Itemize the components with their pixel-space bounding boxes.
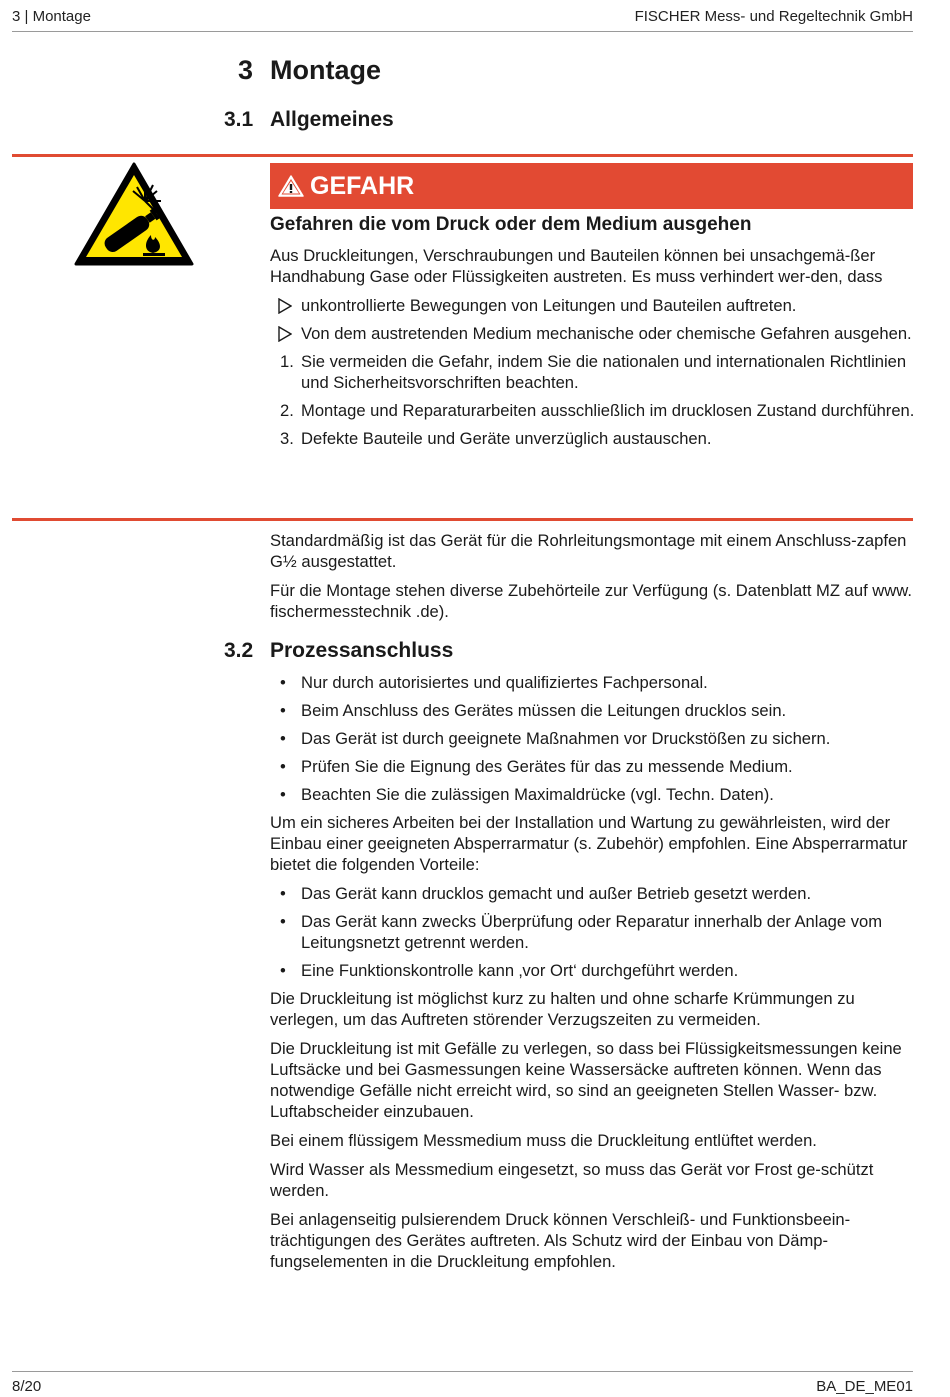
list-item: • Beachten Sie die zulässigen Maximaldrücke (vgl. Techn. Daten). xyxy=(280,785,774,804)
header-divider xyxy=(12,31,913,32)
page-footer xyxy=(12,1378,913,1395)
paragraph: Wird Wasser als Messmedium eingesetzt, so muss das Gerät vor Frost ge-schützt werden. xyxy=(270,1160,874,1200)
bullet: • xyxy=(280,729,286,748)
paragraph: Bei einem flüssigem Messmedium muss die Druckleitung entlüftet werden. xyxy=(270,1131,817,1150)
list-item: • Nur durch autorisiertes und qualifiziertes Fachpersonal. xyxy=(280,673,708,692)
paragraph: Bei anlagenseitig pulsierendem Druck können Verschleiß- und Funktionsbeein-trächtigungen des Gerätes auftreten. Als Schutz wird der Einbau von Dämp-fungselementen in die Druckleitung empfohlen. xyxy=(270,1210,851,1271)
header-left: 3 | Montage xyxy=(12,8,91,25)
bullet: • xyxy=(280,757,286,776)
header-right: FISCHER Mess- und Regeltechnik GmbH xyxy=(634,8,913,25)
paragraph: Für die Montage stehen diverse Zubehörteile zur Verfügung (s. Datenblatt MZ auf www. fischermesstechnik .de). xyxy=(270,581,912,621)
section-3-2-heading xyxy=(224,639,453,663)
list-item: • Das Gerät ist durch geeignete Maßnahmen vor Druckstößen zu sichern. xyxy=(280,729,831,748)
bullet: • xyxy=(280,884,286,903)
section-3-1-heading xyxy=(224,108,394,132)
section-3-2-body xyxy=(270,672,915,1280)
footer-divider xyxy=(12,1371,913,1372)
list-item: unkontrollierte Bewegungen von Leitungen und Bauteilen auftreten. xyxy=(270,295,915,316)
danger-label: GEFAHR xyxy=(310,171,415,200)
warning-triangle-icon xyxy=(278,174,304,198)
warning-body xyxy=(270,245,915,456)
bullet: • xyxy=(280,673,286,692)
page-header xyxy=(12,8,913,30)
section-number: 3.1 xyxy=(224,108,254,131)
paragraph: Standardmäßig ist das Gerät für die Rohrleitungsmontage mit einem Anschluss-zapfen G½ ausgestattet. xyxy=(270,531,907,571)
paragraph: Die Druckleitung ist möglichst kurz zu halten und ohne scharfe Krümmungen zu verlegen, um das Auftreten störender Verzugszeiten zu vermeiden. xyxy=(270,989,855,1029)
document-code: BA_DE_ME01 xyxy=(816,1378,913,1395)
list-item: • Beim Anschluss des Gerätes müssen die Leitungen drucklos sein. xyxy=(280,701,787,720)
page-number: 8/20 xyxy=(12,1378,42,1395)
triangle-bullet-icon xyxy=(278,326,292,342)
chapter-title-text: Montage xyxy=(270,55,381,85)
section-title: Prozessanschluss xyxy=(270,639,454,662)
list-item: Von dem austretenden Medium mechanische oder chemische Gefahren ausgehen. xyxy=(270,323,915,344)
section-number: 3.2 xyxy=(224,639,254,662)
list-item: • Eine Funktionskontrolle kann ‚vor Ort‘ durchgeführt werden. xyxy=(280,961,739,980)
chapter-title xyxy=(238,55,381,86)
list-item: • Das Gerät kann zwecks Überprüfung oder Reparatur innerhalb der Anlage vom Leitungsnetzt getrennt werden. xyxy=(280,912,883,952)
bullet: • xyxy=(280,912,286,931)
warning-intro: Aus Druckleitungen, Verschraubungen und Bauteilen können bei unsachgemä-ßer Handhabung Gase oder Flüssigkeiten austreten. Es muss verhindert wer-den, dass xyxy=(270,246,883,286)
bullet: • xyxy=(280,701,286,720)
warning-top-rule xyxy=(12,154,913,157)
list-item: • Prüfen Sie die Eignung des Gerätes für das zu messende Medium. xyxy=(280,757,793,776)
triangle-bullet-icon xyxy=(278,298,292,314)
list-item: • Das Gerät kann drucklos gemacht und außer Betrieb gesetzt werden. xyxy=(280,884,812,903)
warning-bottom-rule xyxy=(12,518,913,521)
paragraph: Um ein sicheres Arbeiten bei der Installation und Wartung zu gewährleisten, wird der Einbau einer geeigneten Absperrarmatur (s. Zubehör) empfohlen. Eine Absperrarmatur bietet die folgenden Vorteile: xyxy=(270,813,908,874)
section-3-1-body xyxy=(270,530,915,630)
list-item: 1. Sie vermeiden die Gefahr, indem Sie die nationalen und internationalen Richtlinien und Sicherheitsvorschriften beachten. xyxy=(280,352,907,392)
paragraph: Die Druckleitung ist mit Gefälle zu verlegen, so dass bei Flüssigkeitsmessungen keine Luftsäcke und bei Gasmessungen keine Wassersäcke auftreten können. Wenn das notwendige Gefälle nicht erreicht wird, so sind an geeigneten Stellen Wasser- bzw. Luftabscheider einzubauen. xyxy=(270,1039,902,1121)
explosive-gas-cylinder-warning-icon xyxy=(73,161,195,267)
danger-banner xyxy=(270,163,913,209)
bullet: • xyxy=(280,961,286,980)
bullet: • xyxy=(280,785,286,804)
section-title: Allgemeines xyxy=(270,108,394,131)
chapter-number: 3 xyxy=(238,55,254,85)
list-item: 3. Defekte Bauteile und Geräte unverzüglich austauschen. xyxy=(280,429,712,448)
warning-heading: Gefahren die vom Druck oder dem Medium ausgehen xyxy=(270,214,752,235)
list-item: 2. Montage und Reparaturarbeiten ausschließlich im drucklosen Zustand durchführen. xyxy=(280,401,915,420)
